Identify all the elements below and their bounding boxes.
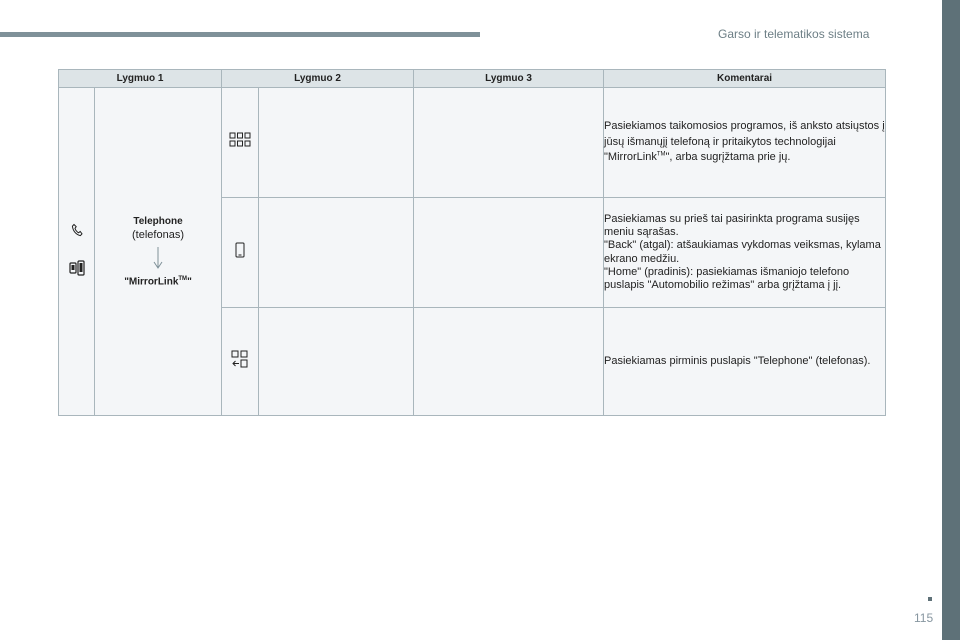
arrow-down-icon — [153, 247, 163, 272]
page-number: 115 — [914, 611, 934, 625]
level-3-icon-cell — [222, 198, 259, 308]
column-header-level-1: Lygmuo 1 — [59, 70, 222, 88]
level-2-cell — [95, 88, 222, 416]
comment-cell: Pasiekiamos taikomosios programos, iš anksto atsiųstos į jūsų išmanųjį telefoną ir pritaikytos technologijai "MirrorLink™", arba sugrįžtama prie jų. — [604, 88, 886, 198]
side-strip — [942, 0, 960, 640]
level-table — [58, 69, 886, 416]
telephone-sub-label: (telefonas) — [132, 228, 184, 241]
level-3-icon-cell — [222, 88, 259, 198]
column-header-comments: Komentarai — [604, 70, 886, 88]
page-marker — [928, 597, 932, 601]
table-row — [59, 88, 886, 198]
header-rule — [0, 32, 480, 37]
trademark: TM — [178, 275, 188, 282]
level-3-extra-cell — [414, 88, 604, 198]
level-3-extra-cell — [414, 308, 604, 416]
level-3-extra-cell — [414, 198, 604, 308]
table-header-row — [59, 70, 886, 88]
level-3-icon-cell — [222, 308, 259, 416]
back-to-phone-icon — [231, 355, 249, 372]
level-1-cell — [59, 88, 95, 416]
apps-grid-icon — [229, 135, 251, 152]
phone-handset-icon — [71, 223, 83, 242]
column-header-level-3: Lygmuo 3 — [414, 70, 604, 88]
section-title: Garso ir telematikos sistema — [718, 27, 870, 41]
mirrorlink-label: "MirrorLink™" — [124, 275, 192, 288]
level-3-cell — [259, 198, 414, 308]
level-3-cell — [259, 88, 414, 198]
smartphone-icon — [235, 245, 245, 262]
telephone-label: Telephone — [133, 215, 183, 227]
comment-cell: Pasiekiamas pirminis puslapis "Telephone" (telefonas). — [604, 308, 886, 416]
level-3-cell — [259, 308, 414, 416]
mirrorlink-icon — [69, 260, 85, 281]
comment-cell: Pasiekiamas su prieš tai pasirinkta programa susijęs meniu sąrašas. "Back" (atgal): atšaukiamas vykdomas veiksmas, kylama ekrano medžiu. "Home" (pradinis): pasiekiamas išmaniojo telefono puslapis "Automobilio režimas" arba grįžtama į jį. — [604, 198, 886, 308]
column-header-level-2: Lygmuo 2 — [222, 70, 414, 88]
